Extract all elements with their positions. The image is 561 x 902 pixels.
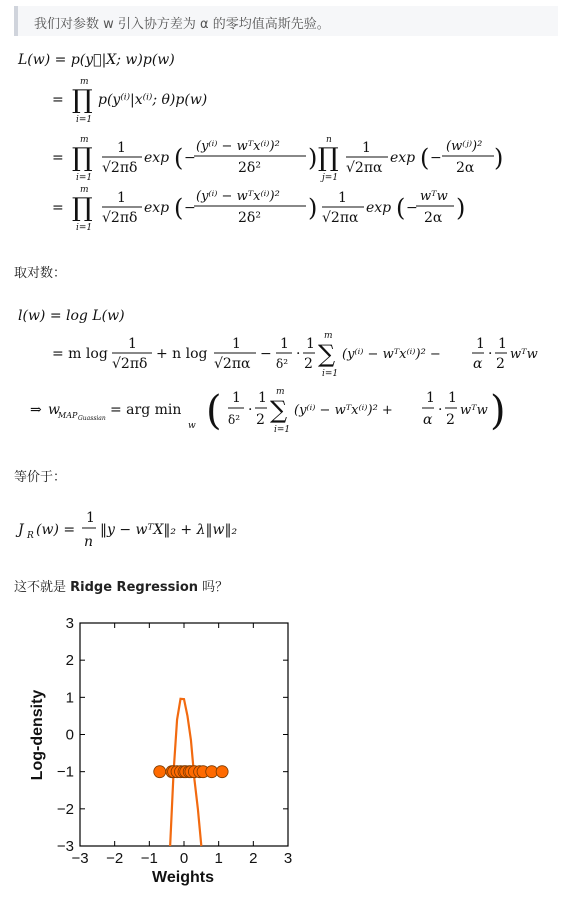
weight-sample-point <box>216 766 228 778</box>
svg-text:= arg min: = arg min <box>110 402 182 418</box>
svg-text:(: ( <box>206 388 222 434</box>
svg-text:√2πδ: √2πδ <box>102 160 138 176</box>
svg-text:(y⁽ⁱ⁾ − wᵀx⁽ⁱ⁾)²: (y⁽ⁱ⁾ − wᵀx⁽ⁱ⁾)² <box>196 139 280 154</box>
svg-text:): ) <box>490 388 506 434</box>
svg-text:): ) <box>308 144 318 172</box>
svg-text:i=1: i=1 <box>76 223 93 233</box>
svg-text:i=1: i=1 <box>322 369 339 379</box>
svg-text:exp: exp <box>366 200 392 216</box>
svg-text:2δ²: 2δ² <box>238 210 261 226</box>
svg-text:1: 1 <box>128 336 137 352</box>
svg-text:wᵀw: wᵀw <box>420 189 448 204</box>
svg-text:⇒: ⇒ <box>30 402 42 418</box>
svg-text:δ²: δ² <box>228 413 241 427</box>
svg-text:Guassian: Guassian <box>78 415 106 422</box>
svg-text:): ) <box>308 194 318 222</box>
svg-text:+ n log: + n log <box>156 346 208 362</box>
svg-text:m: m <box>276 387 285 397</box>
svg-text:·: · <box>488 346 493 362</box>
ridge-regression-term: Ridge Regression <box>70 580 199 595</box>
svg-text:wᵀw: wᵀw <box>460 403 488 418</box>
svg-text:m: m <box>80 135 89 145</box>
take-log-label: 取对数： <box>14 266 67 281</box>
svg-text:∏: ∏ <box>72 85 93 115</box>
x-axis-label: Weights <box>152 869 214 886</box>
svg-text:√2πα: √2πα <box>346 160 383 176</box>
svg-text:1: 1 <box>306 336 315 352</box>
svg-text:√2πδ: √2πδ <box>112 356 148 372</box>
svg-text:1: 1 <box>338 190 347 206</box>
svg-text:√2πα: √2πα <box>214 356 251 372</box>
svg-text:2: 2 <box>256 412 265 428</box>
svg-text:1: 1 <box>232 390 241 406</box>
question-suffix: 吗？ <box>198 580 229 595</box>
svg-text:δ²: δ² <box>276 357 289 371</box>
svg-text:·: · <box>438 402 443 418</box>
svg-text:L(w) = p(y⃗|X; w)p(w): L(w) = p(y⃗|X; w)p(w) <box>18 52 175 68</box>
y-tick-label: −3 <box>56 838 74 855</box>
x-tick-label: 1 <box>214 850 223 867</box>
svg-text:1: 1 <box>498 336 507 352</box>
prior-note-text: 我们对参数 w 引入协方差为 α 的零均值高斯先验。 <box>34 17 330 32</box>
likelihood-equation <box>17 52 503 233</box>
svg-text:(y⁽ⁱ⁾ − wᵀx⁽ⁱ⁾)²: (y⁽ⁱ⁾ − wᵀx⁽ⁱ⁾)² <box>196 189 280 204</box>
svg-text:l(w) = log L(w): l(w) = log L(w) <box>18 308 125 324</box>
svg-text:·: · <box>296 346 301 362</box>
svg-text:exp: exp <box>144 200 170 216</box>
y-tick-label: 1 <box>65 689 74 707</box>
svg-text:2: 2 <box>446 412 455 428</box>
svg-text:α: α <box>423 412 433 428</box>
y-tick-label: −1 <box>56 763 74 781</box>
svg-text:exp: exp <box>144 150 170 166</box>
svg-text:=: = <box>52 92 64 108</box>
svg-text:2α: 2α <box>456 160 475 176</box>
ridge-question <box>14 576 228 595</box>
svg-text:): ) <box>456 194 466 222</box>
svg-text:i=1: i=1 <box>76 173 93 183</box>
svg-text:m: m <box>80 185 89 195</box>
svg-text:w: w <box>188 421 196 431</box>
x-tick-label: −2 <box>106 850 124 867</box>
svg-text:i=1: i=1 <box>76 115 93 125</box>
svg-text:2: 2 <box>496 356 505 372</box>
svg-text:j=1: j=1 <box>322 173 339 183</box>
svg-text:−: − <box>430 150 442 166</box>
svg-text:∑: ∑ <box>270 396 288 424</box>
y-axis-label: Log-density <box>29 689 46 781</box>
svg-text:(y⁽ⁱ⁾ − wᵀx⁽ⁱ⁾)² +: (y⁽ⁱ⁾ − wᵀx⁽ⁱ⁾)² + <box>294 403 393 418</box>
svg-text:2: 2 <box>304 356 313 372</box>
svg-text:1: 1 <box>426 390 435 406</box>
svg-text:1: 1 <box>258 390 267 406</box>
svg-text:J: J <box>18 522 24 538</box>
svg-text:·: · <box>248 402 253 418</box>
svg-text:(: ( <box>174 194 184 222</box>
y-tick-label: −2 <box>56 800 74 818</box>
svg-text:1: 1 <box>448 390 457 406</box>
plot-frame <box>80 623 288 846</box>
svg-text:1: 1 <box>280 336 289 352</box>
svg-text:∑: ∑ <box>318 340 336 368</box>
svg-text:p(y⁽ⁱ⁾|x⁽ⁱ⁾; θ)p(w): p(y⁽ⁱ⁾|x⁽ⁱ⁾; θ)p(w) <box>98 92 208 108</box>
svg-text:exp: exp <box>390 150 416 166</box>
svg-text:−: − <box>184 150 196 166</box>
svg-text:√2πδ: √2πδ <box>102 210 138 226</box>
svg-text:(w⁽ʲ⁾)²: (w⁽ʲ⁾)² <box>446 139 483 154</box>
svg-text:∏: ∏ <box>318 143 339 173</box>
x-tick-label: −1 <box>140 850 158 867</box>
x-tick-label: −3 <box>71 850 89 867</box>
y-tick-label: 3 <box>65 615 74 632</box>
question-prefix: 这不就是 <box>14 580 71 595</box>
svg-text:1: 1 <box>232 336 241 352</box>
log-likelihood-equation <box>18 308 538 435</box>
svg-text:∏: ∏ <box>72 193 93 223</box>
ridge-objective-equation <box>15 510 237 550</box>
svg-text:−: − <box>184 200 196 216</box>
svg-text:−: − <box>260 346 272 362</box>
svg-text:wᵀw: wᵀw <box>510 347 538 362</box>
svg-text:α: α <box>473 356 483 372</box>
svg-text:‖y − wᵀX‖₂ + λ‖w‖₂: ‖y − wᵀX‖₂ + λ‖w‖₂ <box>100 522 238 538</box>
svg-text:): ) <box>494 144 504 172</box>
svg-text:2δ²: 2δ² <box>238 160 261 176</box>
svg-text:(y⁽ⁱ⁾ − wᵀx⁽ⁱ⁾)² −: (y⁽ⁱ⁾ − wᵀx⁽ⁱ⁾)² − <box>342 347 441 362</box>
svg-text:1: 1 <box>117 140 126 156</box>
svg-text:n: n <box>84 534 94 550</box>
svg-text:= m log: = m log <box>52 346 108 362</box>
svg-text:2α: 2α <box>424 210 443 226</box>
y-tick-label: 2 <box>65 652 74 670</box>
svg-text:n: n <box>326 135 332 145</box>
svg-text:∏: ∏ <box>72 143 93 173</box>
svg-text:m: m <box>80 77 89 87</box>
svg-text:(w) =: (w) = <box>36 522 76 538</box>
svg-text:−: − <box>406 200 418 216</box>
x-tick-label: 0 <box>179 850 189 867</box>
equivalent-label: 等价于： <box>14 470 67 485</box>
svg-text:√2πα: √2πα <box>322 210 359 226</box>
svg-text:1: 1 <box>476 336 485 352</box>
svg-text:=: = <box>52 200 64 216</box>
svg-text:R: R <box>27 531 34 541</box>
svg-text:1: 1 <box>86 510 95 526</box>
weight-sample-point <box>154 766 166 778</box>
svg-text:1: 1 <box>117 190 126 206</box>
svg-text:w: w <box>48 402 60 418</box>
svg-text:(: ( <box>396 194 406 222</box>
svg-text:(: ( <box>420 144 430 172</box>
svg-text:MAP: MAP <box>58 411 78 420</box>
svg-text:=: = <box>52 150 64 166</box>
y-tick-label: 0 <box>65 726 74 744</box>
log-density-chart <box>0 600 330 900</box>
svg-text:1: 1 <box>362 140 371 156</box>
x-tick-label: 3 <box>283 850 293 867</box>
svg-text:i=1: i=1 <box>274 425 291 435</box>
svg-text:m: m <box>324 331 333 341</box>
svg-text:(: ( <box>174 144 184 172</box>
x-tick-label: 2 <box>249 850 258 867</box>
